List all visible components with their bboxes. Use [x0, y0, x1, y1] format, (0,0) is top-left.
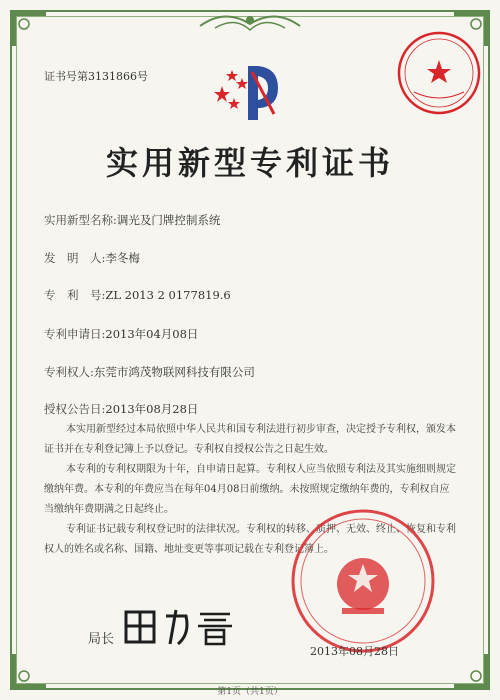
field-name: [44, 212, 220, 228]
field-patentee-label: 专利权人:: [44, 365, 94, 379]
field-filing-date: [44, 326, 198, 342]
agency-seal-icon: [396, 30, 482, 116]
field-filing-date-value: 2013年04月08日: [105, 327, 199, 341]
field-patent-number: [44, 287, 231, 303]
certificate-number: 证书号第3131866号: [44, 70, 148, 83]
certificate-title: 实用新型专利证书: [105, 144, 394, 182]
issue-date: 2013年08月28日: [310, 645, 399, 658]
field-inventor-label: 发 明 人:: [44, 251, 106, 265]
field-grant-date-value: 2013年08月28日: [105, 402, 199, 416]
field-patent-number-label: 专 利 号:: [44, 288, 106, 302]
director-label: 局长: [88, 632, 115, 647]
top-ornament-icon: [195, 6, 305, 36]
field-patentee-value: 东莞市鸿茂物联网科技有限公司: [93, 365, 255, 379]
field-grant-date-label: 授权公告日:: [44, 402, 106, 416]
field-inventor-value: 李冬梅: [105, 251, 140, 265]
field-patent-number-value: ZL 2013 2 0177819.6: [105, 288, 231, 302]
page-number: 第1页（共1页）: [217, 687, 283, 697]
patent-office-logo-icon: [212, 58, 288, 126]
body-paragraph: 本实用新型经过本局依照中华人民共和国专利法进行初步审查，决定授予专利权，颁发本证书并在专利登记簿上予以登记。专利权自授权公告之日起生效。: [44, 424, 456, 455]
field-name-value: 调光及门牌控制系统: [116, 213, 221, 227]
national-ip-office-seal-icon: [290, 508, 436, 654]
field-grant-date: [44, 401, 198, 417]
body-paragraph: 专利证书记载专利权登记时的法律状况。专利权的转移、质押、无效、终止、恢复和专利权人的姓名或名称、国籍、地址变更等事项记载在专利登记簿上。: [44, 524, 456, 555]
director-signature-icon: [120, 604, 250, 648]
corner-ornament-icon: [10, 10, 48, 48]
field-name-label: 实用新型名称:: [44, 213, 117, 227]
field-inventor: [44, 250, 140, 266]
body-paragraph: 本专利的专利权期限为十年，自申请日起算。专利权人应当依照专利法及其实施细则规定缴纳年费。本专利的年费应当在每年04月08日前缴纳。未按照规定缴纳年费的，专利权自应当缴纳年费期满之日起终止。: [44, 464, 456, 515]
field-patentee: [44, 364, 255, 380]
field-filing-date-label: 专利申请日:: [44, 327, 106, 341]
